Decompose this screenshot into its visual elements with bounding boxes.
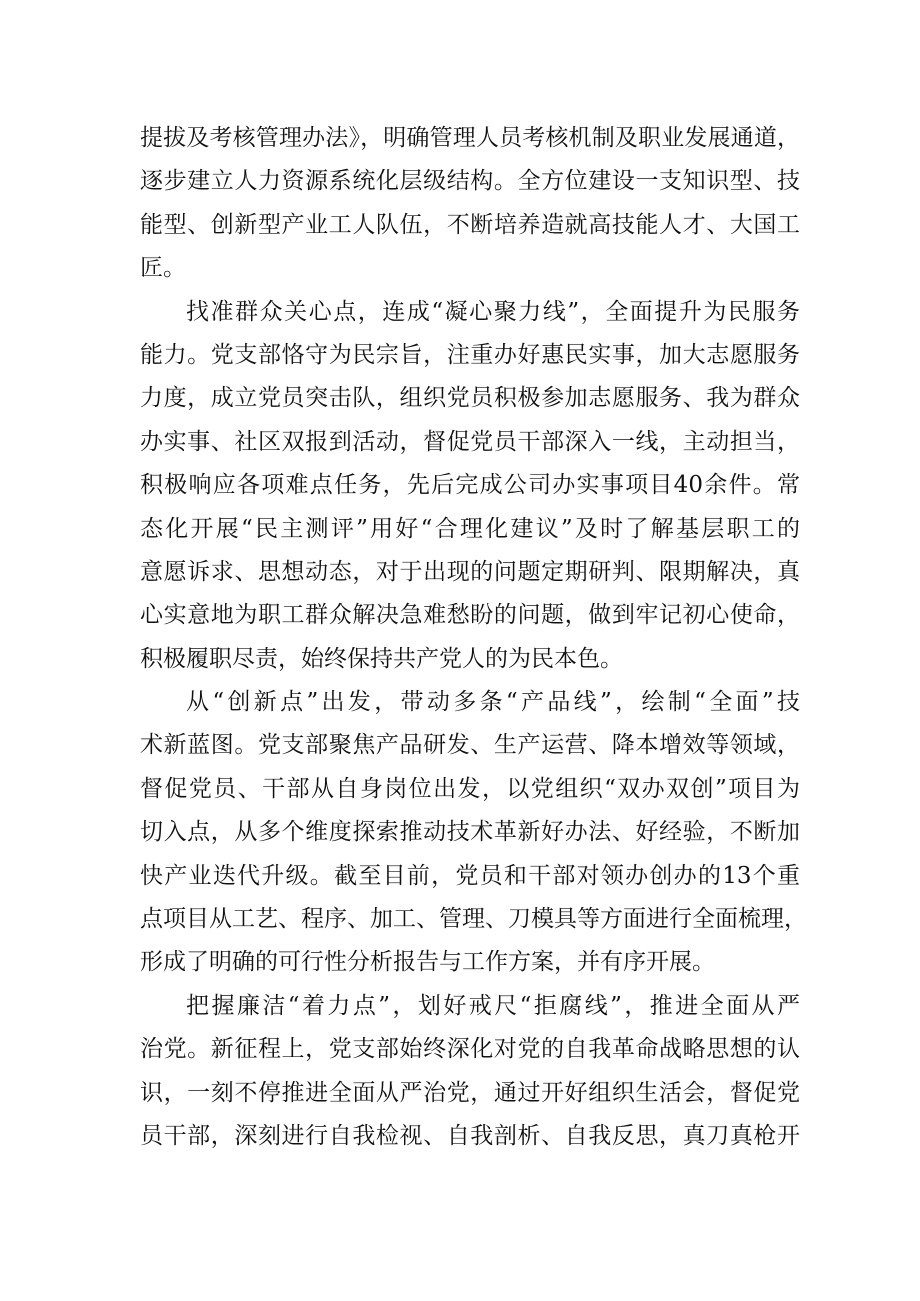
text-line: 能型、创新型产业工人队伍，不断培养造就高技能人才、大国工 bbox=[140, 211, 800, 238]
paragraph-4 bbox=[140, 985, 800, 1159]
paragraph-2 bbox=[140, 291, 800, 682]
text-line: 治党。新征程上，党支部始终深化对党的自我革命战略思想的认 bbox=[140, 1036, 800, 1063]
text-line: 积极响应各项难点任务，先后完成公司办实事项目40余件。常 bbox=[140, 472, 800, 499]
text-line: 员干部，深刻进行自我检视、自我剖析、自我反思，真刀真枪开 bbox=[140, 1122, 800, 1149]
text-line: 从“创新点”出发，带动多条“产品线”，绘制“全面”技 bbox=[186, 689, 800, 716]
text-line: 把握廉洁“着力点”，划好戒尺“拒腐线”，推进全面从严 bbox=[186, 992, 800, 1019]
text-line: 督促党员、干部从自身岗位出发，以党组织“双办双创”项目为 bbox=[140, 775, 800, 802]
text-line: 能力。党支部恪守为民宗旨，注重办好惠民实事，加大志愿服务 bbox=[140, 341, 800, 368]
text-line: 识，一刻不停推进全面从严治党，通过开好组织生活会，督促党 bbox=[140, 1079, 800, 1106]
text-line: 快产业迭代升级。截至目前，党员和干部对领办创办的13个重 bbox=[140, 862, 800, 889]
text-line: 力度，成立党员突击队，组织党员积极参加志愿服务、我为群众 bbox=[140, 385, 800, 412]
text-line: 积极履职尽责，始终保持共产党人的为民本色。 bbox=[140, 645, 623, 672]
text-line: 态化开展“民主测评”用好“合理化建议”及时了解基层职工的 bbox=[140, 515, 800, 542]
document-body bbox=[140, 117, 807, 1158]
paragraph-3 bbox=[140, 681, 807, 985]
text-line: 提拔及考核管理办法》，明确管理人员考核机制及职业发展通道， bbox=[140, 125, 800, 151]
paragraph-1 bbox=[140, 117, 800, 291]
text-line: 点项目从工艺、程序、加工、管理、刀模具等方面进行全面梳理， bbox=[140, 906, 807, 933]
text-line: 切入点，从多个维度探索推动技术革新好办法、好经验，不断加 bbox=[140, 819, 800, 846]
text-line: 找准群众关心点，连成“凝心聚力线”，全面提升为民服务 bbox=[186, 298, 800, 325]
text-line: 意愿诉求、思想动态，对于出现的问题定期研判、限期解决，真 bbox=[140, 558, 800, 585]
text-line: 形成了明确的可行性分析报告与工作方案，并有序开展。 bbox=[140, 949, 715, 976]
text-line: 心实意地为职工群众解决急难愁盼的问题，做到牢记初心使命， bbox=[140, 602, 800, 629]
text-line: 办实事、社区双报到活动，督促党员干部深入一线，主动担当， bbox=[140, 428, 800, 455]
text-line: 逐步建立人力资源系统化层级结构。全方位建设一支知识型、技 bbox=[140, 168, 800, 195]
text-line: 术新蓝图。党支部聚焦产品研发、生产运营、降本增效等领域， bbox=[140, 732, 800, 759]
text-line: 匠。 bbox=[140, 255, 186, 282]
